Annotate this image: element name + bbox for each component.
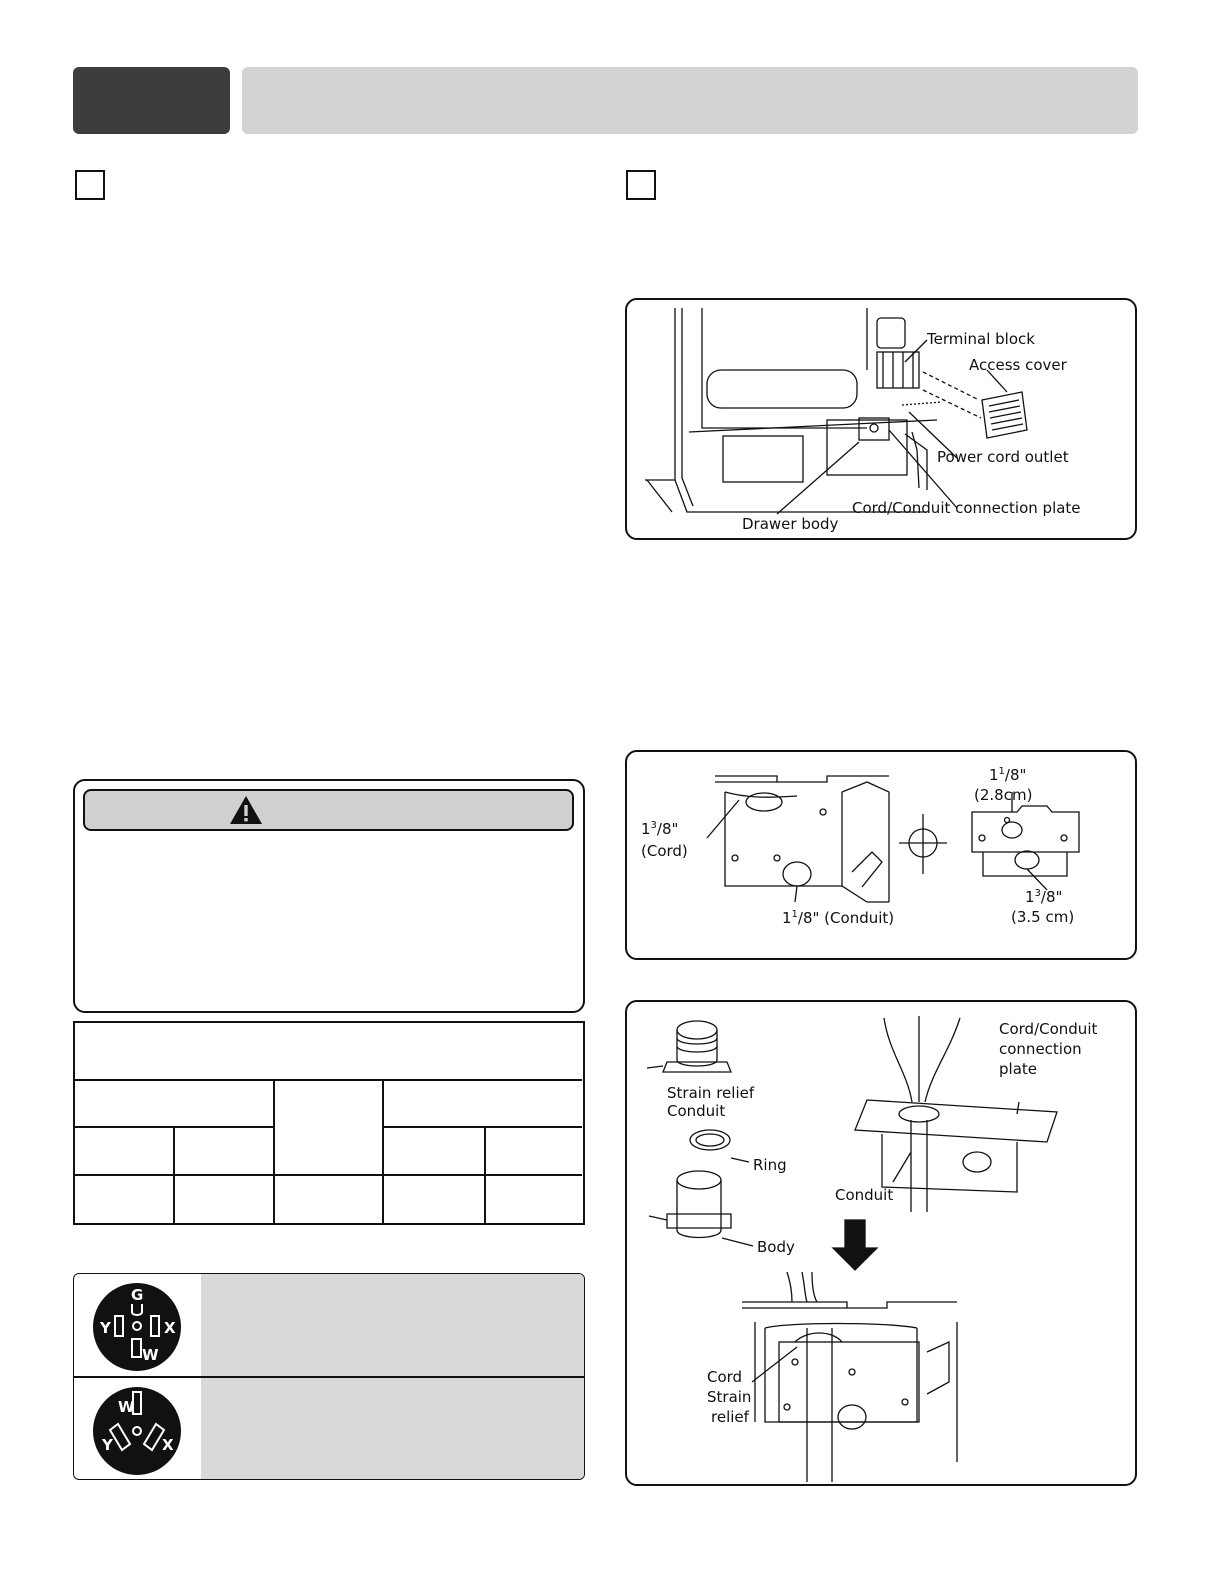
receptacle-row-4wire [201, 1274, 585, 1376]
warning-box [73, 779, 585, 1013]
label-bottom-metric: (3.5 cm) [1011, 908, 1075, 926]
step-checkbox-right [626, 170, 656, 200]
label-drawer-body: Drawer body [742, 515, 839, 533]
label-power-cord-outlet: Power cord outlet [937, 448, 1069, 466]
section-title-bar [242, 67, 1138, 134]
label-cord-strain-2: Strain [707, 1388, 752, 1406]
label-top-size: $1^1/8$" [989, 766, 1027, 784]
svg-text:G: G [131, 1286, 144, 1304]
label-plate-line2: connection [999, 1040, 1082, 1058]
warning-header [83, 789, 574, 831]
step-checkbox-left [75, 170, 105, 200]
label-top-metric: (2.8cm) [974, 786, 1033, 804]
electrical-table [73, 1021, 585, 1225]
warning-triangle-icon [228, 794, 264, 826]
label-cord-conduit-plate: Cord/Conduit connection plate [852, 499, 1081, 517]
label-strain-relief: Strain relief [667, 1084, 755, 1102]
label-strain-relief-conduit: Conduit [667, 1102, 726, 1120]
svg-text:W: W [118, 1398, 135, 1416]
svg-text:W: W [142, 1346, 159, 1364]
label-cord-size: $1^3/8$" [641, 820, 679, 838]
four-wire-receptacle-icon [92, 1282, 182, 1372]
label-terminal-block: Terminal block [927, 330, 1035, 348]
three-wire-receptacle-icon [92, 1386, 182, 1476]
label-conduit: Conduit [835, 1186, 894, 1204]
label-body: Body [757, 1238, 795, 1256]
label-cord: (Cord) [641, 842, 688, 860]
figure-dryer-back [625, 298, 1137, 540]
section-tab [73, 67, 230, 134]
label-cord-strain-3: relief [711, 1408, 749, 1426]
label-plate-line3: plate [999, 1060, 1037, 1078]
receptacle-row-3wire [201, 1378, 585, 1480]
svg-text:Y: Y [102, 1436, 113, 1454]
svg-text:X: X [162, 1436, 174, 1454]
label-access-cover: Access cover [969, 356, 1067, 374]
label-bottom-size: $1^3/8$" [1025, 888, 1063, 906]
svg-text:X: X [164, 1319, 176, 1337]
receptacle-panel [73, 1273, 585, 1480]
figure-strain-relief [625, 1000, 1137, 1486]
label-conduit-size: $1^1/8$" (Conduit) [782, 909, 895, 927]
label-cord-strain-1: Cord [707, 1368, 743, 1386]
svg-text:Y: Y [100, 1319, 111, 1337]
figure-knockout-sizes [625, 750, 1137, 960]
label-plate-line1: Cord/Conduit [999, 1020, 1098, 1038]
label-ring: Ring [753, 1156, 787, 1174]
